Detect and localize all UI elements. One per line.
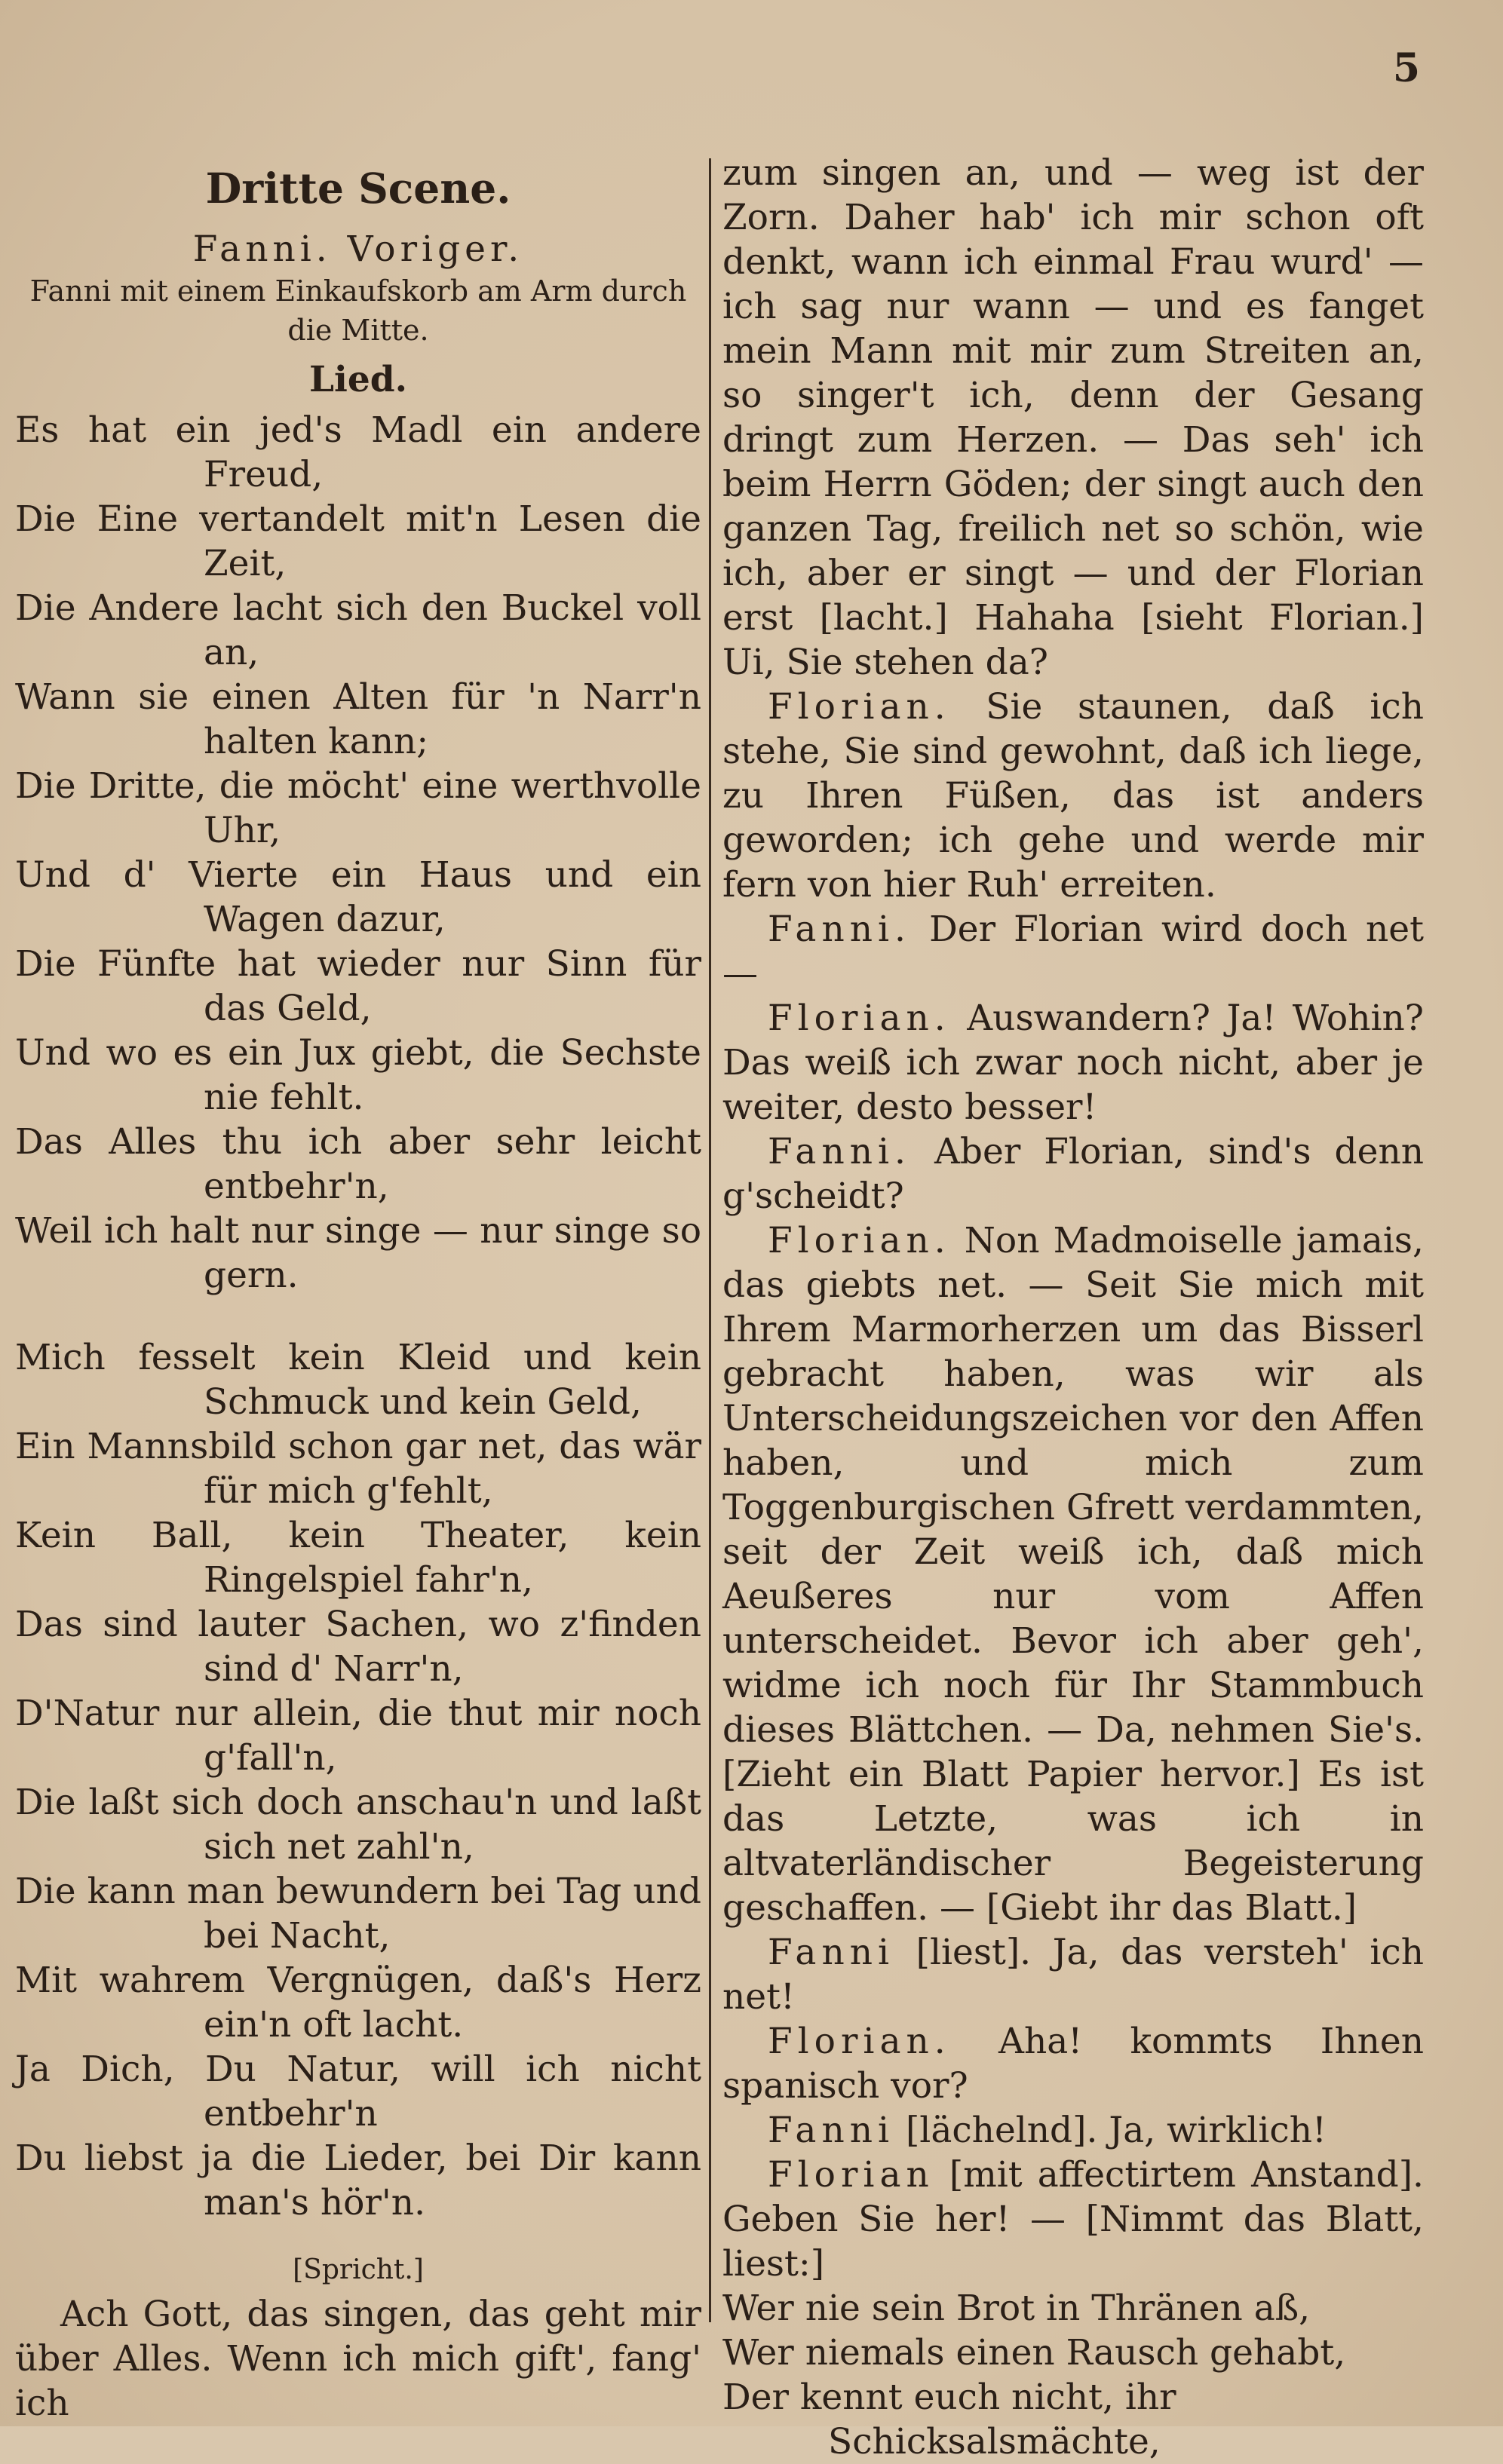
speech-paragraph: zum singen an, und — weg ist der Zorn. Daher hab' ich mir schon oft denkt, wann ich einmal Frau wurd' — ich sag nur wann — und es fanget mein Mann mit mir zum Streiten an, so singer't ich, denn der Gesang dringt zum Herzen. — Das seh' ich beim Herrn Göden; der singt auch den ganzen Tag, freilich net so schön, wie ich, aber er singt — und der Florian erst [lacht.] Hahaha [sieht Florian.] Ui, Sie stehen da? [722, 152, 1424, 683]
verse-line: Du liebst ja die Lieder, bei Dir kann man's hör'n. [15, 2138, 701, 2223]
dialogue-fanni [722, 907, 1424, 996]
speaker-name: Florian. [768, 1220, 951, 1261]
poem-line: Der kennt euch nicht, ihr Schicksalsmächte, [722, 2377, 1176, 2462]
dialogue-text: [lächelnd]. Ja, wirklich! [894, 2110, 1327, 2151]
song-title: Lied. [308, 359, 408, 400]
stage-direction-spricht: [Spricht.] [293, 2254, 424, 2285]
verse-line: Das Alles thu ich aber sehr leicht entbehr'n, [15, 1121, 701, 1207]
stage-direction-entrance: Fanni mit einem Einkaufskorb am Arm durch die Mitte. [29, 274, 687, 347]
dialogue-text: Aha! kommts Ihnen spanisch vor? [722, 2021, 1424, 2107]
speaker-name: Fanni [768, 2110, 895, 2151]
speaker-name: Florian. [768, 2021, 951, 2062]
verse-line: Mit wahrem Vergnügen, daß's Herz ein'n oft lacht. [15, 1960, 701, 2046]
stanza-gap [15, 1298, 701, 1335]
speaker-name: Fanni. [768, 909, 911, 950]
verse-line: D'Natur nur allein, die thut mir noch g'fall'n, [15, 1693, 701, 1779]
dialogue-florian [722, 2019, 1424, 2108]
speaker-name: Florian. [768, 686, 951, 728]
speaker-name: Fanni [768, 1932, 895, 1973]
verse-line: Weil ich halt nur singe — nur singe so gern. [15, 1210, 701, 1296]
verse-line: Die laßt sich doch anschau'n und laßt sich net zahl'n, [15, 1782, 701, 1868]
verse-line: Es hat ein jed's Madl ein andere Freud, [15, 409, 701, 495]
speaker-name: Fanni. [768, 1131, 911, 1172]
verse-line: Mich fesselt kein Kleid und kein Schmuck und kein Geld, [15, 1337, 701, 1423]
left-column [15, 151, 701, 2426]
dialogue-fanni [722, 1930, 1424, 2019]
verse-line: Die Eine vertandelt mit'n Lesen die Zeit, [15, 498, 701, 584]
page-number: 5 [1392, 45, 1420, 91]
verse-line: Und d' Vierte ein Haus und ein Wagen dazur, [15, 854, 701, 940]
verse-line: Die Fünfte hat wieder nur Sinn für das Geld, [15, 943, 701, 1029]
dialogue-florian [722, 685, 1424, 907]
scene-title: Dritte Scene. [205, 164, 511, 213]
song-stanza-2 [15, 1335, 701, 2225]
poem [722, 2286, 1424, 2464]
speaker-name: Florian [768, 2154, 934, 2196]
dialogue-text: Sie staunen, daß ich stehe, Sie sind gewohnt, daß ich liege, zu Ihren Füßen, das ist anders geworden; ich gehe und werde mir fern von hier Ruh' erreiten. [722, 686, 1424, 906]
verse-line: Ja Dich, Du Natur, will ich nicht entbehr'n [15, 2049, 701, 2135]
character-list: Fanni. Voriger. [192, 228, 524, 270]
column-divider [709, 158, 711, 2322]
verse-line: Die Dritte, die möcht' eine werthvolle Uhr, [15, 765, 701, 851]
speaker-name: Florian. [768, 998, 951, 1039]
verse-line: Wann sie einen Alten für 'n Narr'n halten kann; [15, 676, 701, 762]
poem-line: Wer nie sein Brot in Thränen aß, [722, 2288, 1311, 2329]
verse-line: Und wo es ein Jux giebt, die Sechste nie fehlt. [15, 1032, 701, 1118]
dialogue-florian [722, 1218, 1424, 1930]
verse-line: Kein Ball, kein Theater, kein Ringelspiel fahr'n, [15, 1515, 701, 1601]
right-column [722, 151, 1424, 2464]
verse-line: Die Andere lacht sich den Buckel voll an, [15, 587, 701, 673]
song-stanza-1 [15, 408, 701, 1298]
dialogue-florian [722, 996, 1424, 1129]
verse-line: Das sind lauter Sachen, wo z'finden sind d' Narr'n, [15, 1604, 701, 1690]
speech-paragraph: Ach Gott, das singen, das geht mir über Alles. Wenn ich mich gift', fang' ich [15, 2294, 701, 2424]
dialogue-text: [mit affectirtem Anstand]. Geben Sie her! — [Nimmt das Blatt, liest:] [722, 2154, 1424, 2285]
dialogue-fanni [722, 1129, 1424, 1218]
dialogue-text: Auswandern? Ja! Wohin? Das weiß ich zwar noch nicht, aber je weiter, desto besser! [722, 998, 1424, 1128]
dialogue-text: Aber Florian, sind's denn g'scheidt? [722, 1131, 1424, 1217]
dialogue-text: Non Madmoiselle jamais, das giebts net. — Seit Sie mich mit Ihrem Marmorherzen um das Bisserl gebracht haben, was wir als Unterscheidungszeichen vor den Affen haben, und mich zum Toggenburgischen Gfrett verdammten, seit der Zeit weiß ich, daß mich Aeußeres nur vom Affen unterscheidet. Bevor ich aber geh', widme ich noch für Ihr Stammbuch dieses Blättchen. — Da, nehmen Sie's. [Zieht ein Blatt Papier hervor.] Es ist das Letzte, was ich in altvaterländischer Begeisterung geschaffen. — [Giebt ihr das Blatt.] [722, 1220, 1424, 1929]
dialogue-text: Der Florian wird doch net — [722, 909, 1424, 994]
dialogue-florian [722, 2153, 1424, 2286]
dialogue-fanni [722, 2108, 1424, 2153]
verse-line: Ein Mannsbild schon gar net, das wär für mich g'fehlt, [15, 1426, 701, 1512]
verse-line: Die kann man bewundern bei Tag und bei Nacht, [15, 1871, 701, 1957]
dialogue-text: [liest]. Ja, das versteh' ich net! [722, 1932, 1424, 2018]
poem-line: Wer niemals einen Rausch gehabt, [722, 2332, 1346, 2374]
